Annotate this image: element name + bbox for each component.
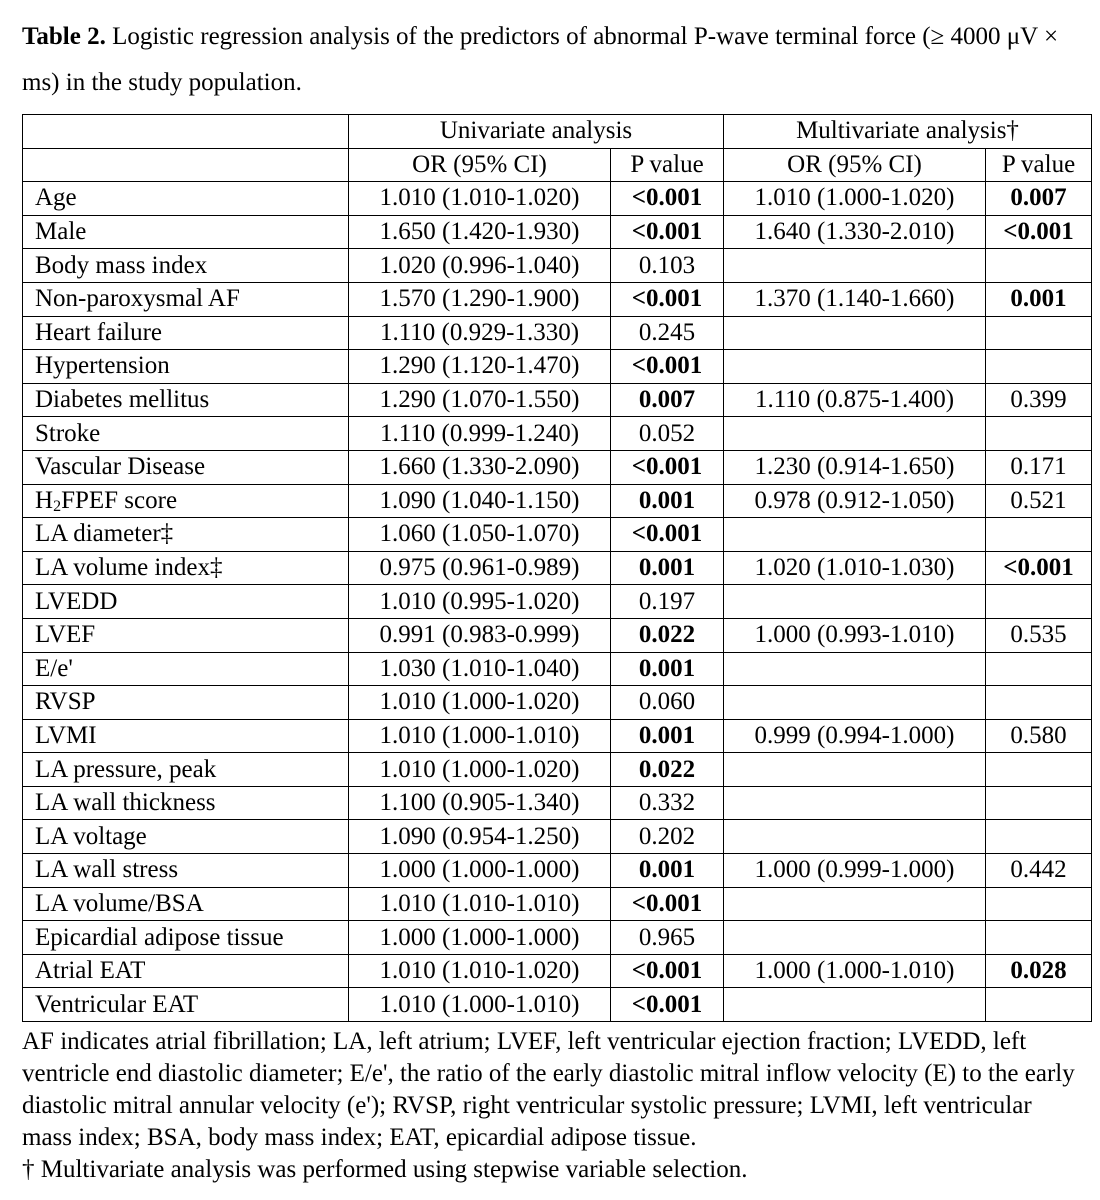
multivariate-p-cell <box>986 686 1092 720</box>
univariate-or-cell: 1.570 (1.290-1.900) <box>349 282 611 316</box>
variable-cell: LA pressure, peak <box>23 753 349 787</box>
variable-cell: Atrial EAT <box>23 954 349 988</box>
univariate-or-cell: 1.290 (1.070-1.550) <box>349 383 611 417</box>
univariate-or-cell: 1.010 (1.000-1.010) <box>349 719 611 753</box>
univariate-or-cell: 1.110 (0.929-1.330) <box>349 316 611 350</box>
variable-cell: LVEF <box>23 618 349 652</box>
table-label: Table 2. <box>22 23 106 50</box>
univariate-p-cell: <0.001 <box>611 350 724 384</box>
variable-cell: LA volume/BSA <box>23 887 349 921</box>
variable-cell: LA wall thickness <box>23 786 349 820</box>
table-row <box>23 988 1092 1022</box>
univariate-p-cell: <0.001 <box>611 282 724 316</box>
variable-cell: Diabetes mellitus <box>23 383 349 417</box>
multivariate-or-cell <box>724 316 986 350</box>
univariate-p-cell: <0.001 <box>611 887 724 921</box>
multivariate-or-cell: 1.640 (1.330-2.010) <box>724 215 986 249</box>
univariate-p-cell: 0.001 <box>611 652 724 686</box>
univariate-p-cell: 0.001 <box>611 551 724 585</box>
multivariate-or-cell <box>724 249 986 283</box>
variable-cell: Heart failure <box>23 316 349 350</box>
multivariate-p-cell: <0.001 <box>986 551 1092 585</box>
multivariate-or-cell: 0.978 (0.912-1.050) <box>724 484 986 518</box>
table-row <box>23 686 1092 720</box>
univariate-p-cell: 0.245 <box>611 316 724 350</box>
variable-cell: LA volume index‡ <box>23 551 349 585</box>
variable-cell: LA wall stress <box>23 854 349 888</box>
table-row <box>23 887 1092 921</box>
variable-cell: LA diameter‡ <box>23 518 349 552</box>
univariate-p-cell: <0.001 <box>611 988 724 1022</box>
univariate-p-cell: 0.007 <box>611 383 724 417</box>
multivariate-or-cell <box>724 350 986 384</box>
variable-cell: Non-paroxysmal AF <box>23 282 349 316</box>
uni-p-header: P value <box>611 148 724 182</box>
multivariate-p-cell <box>986 518 1092 552</box>
table-row <box>23 585 1092 619</box>
univariate-or-cell: 0.991 (0.983-0.999) <box>349 618 611 652</box>
variable-cell: Ventricular EAT <box>23 988 349 1022</box>
univariate-p-cell: <0.001 <box>611 182 724 216</box>
table-body <box>23 182 1092 1022</box>
univariate-p-cell: <0.001 <box>611 954 724 988</box>
variable-cell: Male <box>23 215 349 249</box>
table-caption <box>22 14 1082 106</box>
univariate-p-cell: 0.001 <box>611 484 724 518</box>
table-row <box>23 954 1092 988</box>
univariate-p-cell: 0.197 <box>611 585 724 619</box>
univariate-p-cell: <0.001 <box>611 518 724 552</box>
univariate-or-cell: 1.010 (0.995-1.020) <box>349 585 611 619</box>
dagger-note: † Multivariate analysis was performed using stepwise variable selection. <box>22 1156 748 1183</box>
univariate-or-cell: 1.000 (1.000-1.000) <box>349 921 611 955</box>
table-title: Logistic regression analysis of the predictors of abnormal P-wave terminal force (≥ 4000 μV × ms) in the study population. <box>22 23 1059 96</box>
table-row <box>23 282 1092 316</box>
univariate-p-cell: 0.052 <box>611 417 724 451</box>
multivariate-p-cell <box>986 249 1092 283</box>
univariate-or-cell: 1.060 (1.050-1.070) <box>349 518 611 552</box>
univariate-p-cell: 0.103 <box>611 249 724 283</box>
multivariate-p-cell: 0.007 <box>986 182 1092 216</box>
multivariate-or-cell <box>724 887 986 921</box>
multivariate-p-cell <box>986 887 1092 921</box>
univariate-or-cell: 1.090 (1.040-1.150) <box>349 484 611 518</box>
table-row <box>23 921 1092 955</box>
variable-cell: E/e' <box>23 652 349 686</box>
multivariate-or-cell <box>724 921 986 955</box>
multivariate-p-cell <box>986 316 1092 350</box>
multivariate-or-cell: 1.010 (1.000-1.020) <box>724 182 986 216</box>
multivariate-or-cell: 1.020 (1.010-1.030) <box>724 551 986 585</box>
multivariate-or-cell: 1.230 (0.914-1.650) <box>724 450 986 484</box>
univariate-p-cell: 0.001 <box>611 854 724 888</box>
univariate-p-cell: <0.001 <box>611 450 724 484</box>
multivariate-header: Multivariate analysis† <box>724 115 1092 149</box>
univariate-or-cell: 1.010 (1.010-1.020) <box>349 182 611 216</box>
univariate-or-cell: 1.020 (0.996-1.040) <box>349 249 611 283</box>
multivariate-p-cell <box>986 417 1092 451</box>
multivariate-p-cell: 0.535 <box>986 618 1092 652</box>
univariate-p-cell: 0.965 <box>611 921 724 955</box>
univariate-or-cell: 1.010 (1.000-1.020) <box>349 753 611 787</box>
table-row <box>23 450 1092 484</box>
multivariate-p-cell <box>986 820 1092 854</box>
multivariate-p-cell <box>986 921 1092 955</box>
table-row <box>23 786 1092 820</box>
variable-cell: LVMI <box>23 719 349 753</box>
univariate-or-cell: 1.010 (1.000-1.010) <box>349 988 611 1022</box>
univariate-or-cell: 1.660 (1.330-2.090) <box>349 450 611 484</box>
univariate-p-cell: 0.022 <box>611 618 724 652</box>
variable-cell: $H_2FPEF$ score <box>23 484 349 518</box>
univariate-p-cell: 0.332 <box>611 786 724 820</box>
abbreviations-note: AF indicates atrial fibrillation; LA, left atrium; LVEF, left ventricular ejection fraction; LVEDD, left ventricle end diastolic diameter; E/e', the ratio of the early diastolic mitral inflow velocity (E) to the early diastolic mitral annular velocity (e'); RVSP, right ventricular systolic pressure; LVMI, left ventricular mass index; BSA, body mass index; EAT, epicardial adipose tissue. <box>22 1028 1075 1151</box>
multivariate-or-cell: 1.000 (1.000-1.010) <box>724 954 986 988</box>
univariate-or-cell: 0.975 (0.961-0.989) <box>349 551 611 585</box>
multivariate-p-cell <box>986 652 1092 686</box>
multivariate-or-cell: 1.370 (1.140-1.660) <box>724 282 986 316</box>
table-row <box>23 249 1092 283</box>
multivariate-p-cell <box>986 753 1092 787</box>
multivariate-p-cell <box>986 988 1092 1022</box>
variable-cell: Hypertension <box>23 350 349 384</box>
table-row <box>23 518 1092 552</box>
multivariate-or-cell: 1.000 (0.999-1.000) <box>724 854 986 888</box>
table-row <box>23 182 1092 216</box>
variable-cell: RVSP <box>23 686 349 720</box>
multivariate-p-cell <box>986 350 1092 384</box>
univariate-p-cell: 0.022 <box>611 753 724 787</box>
univariate-or-cell: 1.290 (1.120-1.470) <box>349 350 611 384</box>
multivariate-or-cell <box>724 652 986 686</box>
univariate-p-cell: 0.001 <box>611 719 724 753</box>
multivariate-or-cell <box>724 786 986 820</box>
table-row <box>23 417 1092 451</box>
variable-cell: LA voltage <box>23 820 349 854</box>
table-row <box>23 854 1092 888</box>
multivariate-or-cell <box>724 988 986 1022</box>
group-header-row <box>23 115 1092 149</box>
multivariate-p-cell: 0.580 <box>986 719 1092 753</box>
variable-header-blank <box>23 115 349 149</box>
multivariate-or-cell <box>724 417 986 451</box>
table-row <box>23 215 1092 249</box>
uni-or-header: OR (95% CI) <box>349 148 611 182</box>
univariate-p-cell: 0.060 <box>611 686 724 720</box>
variable-subheader-blank <box>23 148 349 182</box>
univariate-p-cell: <0.001 <box>611 215 724 249</box>
multivariate-p-cell: 0.001 <box>986 282 1092 316</box>
variable-cell: Age <box>23 182 349 216</box>
univariate-or-cell: 1.100 (0.905-1.340) <box>349 786 611 820</box>
multivariate-or-cell <box>724 820 986 854</box>
multivariate-or-cell <box>724 518 986 552</box>
univariate-header: Univariate analysis <box>349 115 724 149</box>
table-row <box>23 618 1092 652</box>
multivariate-or-cell: 0.999 (0.994-1.000) <box>724 719 986 753</box>
regression-table <box>22 114 1092 1022</box>
variable-cell: Vascular Disease <box>23 450 349 484</box>
table-row <box>23 484 1092 518</box>
univariate-or-cell: 1.110 (0.999-1.240) <box>349 417 611 451</box>
univariate-or-cell: 1.650 (1.420-1.930) <box>349 215 611 249</box>
univariate-or-cell: 1.010 (1.000-1.020) <box>349 686 611 720</box>
table-footnotes <box>22 1026 1087 1186</box>
univariate-or-cell: 1.030 (1.010-1.040) <box>349 652 611 686</box>
multivariate-p-cell: 0.399 <box>986 383 1092 417</box>
multivariate-p-cell: 0.171 <box>986 450 1092 484</box>
univariate-p-cell: 0.202 <box>611 820 724 854</box>
sub-header-row <box>23 148 1092 182</box>
multivariate-or-cell <box>724 585 986 619</box>
multivariate-p-cell: 0.442 <box>986 854 1092 888</box>
multivariate-p-cell: 0.028 <box>986 954 1092 988</box>
table-row <box>23 820 1092 854</box>
variable-cell: Stroke <box>23 417 349 451</box>
multivariate-or-cell: 1.000 (0.993-1.010) <box>724 618 986 652</box>
table-row <box>23 652 1092 686</box>
variable-cell: Epicardial adipose tissue <box>23 921 349 955</box>
multi-p-header: P value <box>986 148 1092 182</box>
variable-cell: Body mass index <box>23 249 349 283</box>
table-row <box>23 551 1092 585</box>
univariate-or-cell: 1.010 (1.010-1.020) <box>349 954 611 988</box>
multivariate-or-cell <box>724 686 986 720</box>
variable-cell: LVEDD <box>23 585 349 619</box>
multivariate-p-cell: <0.001 <box>986 215 1092 249</box>
multivariate-or-cell: 1.110 (0.875-1.400) <box>724 383 986 417</box>
multi-or-header: OR (95% CI) <box>724 148 986 182</box>
univariate-or-cell: 1.000 (1.000-1.000) <box>349 854 611 888</box>
univariate-or-cell: 1.090 (0.954-1.250) <box>349 820 611 854</box>
multivariate-or-cell <box>724 753 986 787</box>
table-row <box>23 719 1092 753</box>
table-row <box>23 383 1092 417</box>
multivariate-p-cell: 0.521 <box>986 484 1092 518</box>
multivariate-p-cell <box>986 585 1092 619</box>
univariate-or-cell: 1.010 (1.010-1.010) <box>349 887 611 921</box>
table-row <box>23 350 1092 384</box>
table-row <box>23 753 1092 787</box>
table-row <box>23 316 1092 350</box>
multivariate-p-cell <box>986 786 1092 820</box>
